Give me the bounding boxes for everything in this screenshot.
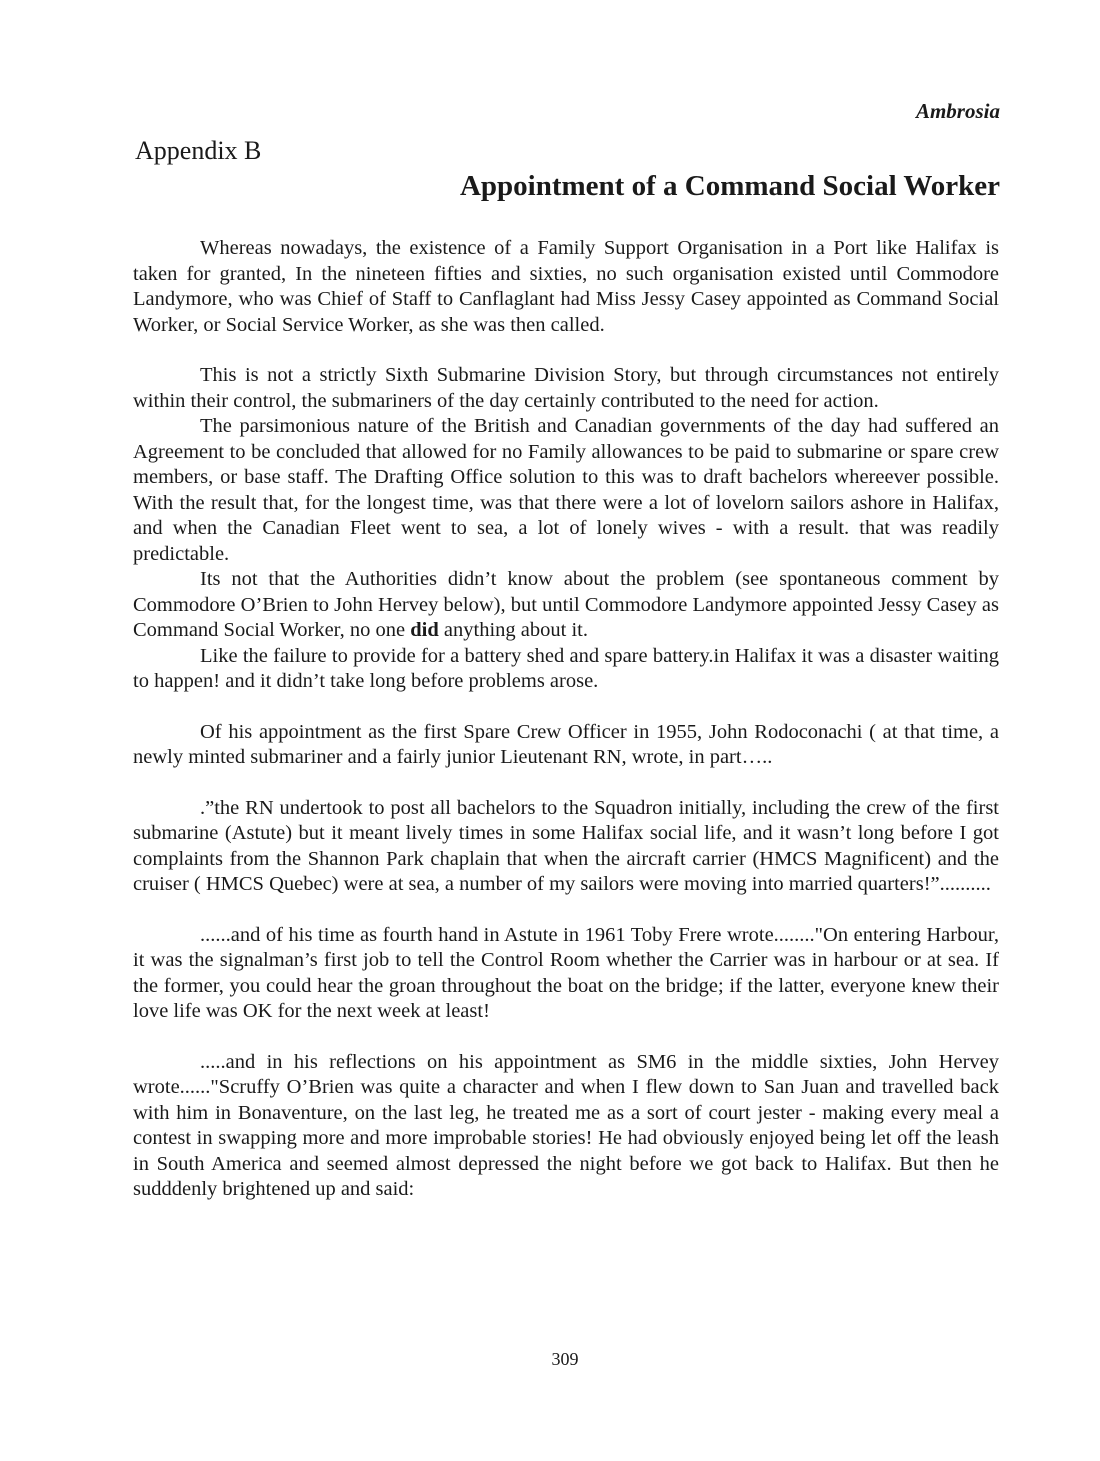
paragraph <box>133 720 999 771</box>
paragraph-text: anything about it. <box>438 619 588 641</box>
body-text <box>133 236 999 1203</box>
quoted-paragraph <box>133 796 999 898</box>
paragraph-text: Like the failure to provide for a battery shed and spare battery.in Halifax it was a disaster waiting to happen! and it didn’t take long before problems arose. <box>133 644 999 692</box>
paragraph-text: This is not a strictly Sixth Submarine Division Story, but through circumstances not entirely within their control, the submariners of the day certainly contributed to the need for action. <box>133 364 999 412</box>
page-number: 309 <box>551 1349 579 1369</box>
paragraph-text: Its not that the Authorities didn’t know about the problem (see spontaneous comment by Commodore O’Brien to John Hervey below), but until Commodore Landymore appointed Jessy Casey as Command Social Worker, no one <box>133 568 999 641</box>
paragraph <box>133 236 999 338</box>
running-head: Ambrosia <box>915 99 1000 123</box>
quoted-paragraph <box>133 923 999 1025</box>
emphasis-word: did <box>410 619 439 641</box>
chapter-title: Appointment of a Command Social Worker <box>459 170 1000 202</box>
paragraph-text: Of his appointment as the first Spare Crew Officer in 1955, John Rodoconachi ( at that time, a newly minted submariner and a fairly junior Lieutenant RN, wrote, in part….. <box>133 720 999 768</box>
paragraph-text: .....and in his reflections on his appointment as SM6 in the middle sixties, John Hervey wrote......"Scruffy O’Brien was quite a character and when I flew down to San Juan and travelled back with him in Bonaventure, on the last leg, he treated me as a sort of court jester - making every meal a contest in swapping more and more improbable stories! He had obviously enjoyed being let off the leash in South America and seemed almost depressed the night before we got back to Halifax. But then he sudddenly brightened up and said: <box>133 1050 999 1200</box>
paragraph-text: Whereas nowadays, the existence of a Family Support Organisation in a Port like Halifax is taken for granted, In the nineteen fifties and sixties, no such organisation existed until Commodore Landymore, who was Chief of Staff to Canflaglant had Miss Jessy Casey appointed as Command Social Worker, or Social Service Worker, as she was then called. <box>133 237 999 336</box>
paragraph <box>133 414 999 567</box>
quoted-paragraph <box>133 1050 999 1203</box>
paragraph <box>133 363 999 414</box>
paragraph-text: ......and of his time as fourth hand in Astute in 1961 Toby Frere wrote........"On entering Harbour, it was the signalman’s first job to tell the Control Room whether the Carrier was in harbour or at sea. If the former, you could hear the groan throughout the boat on the bridge; if the latter, everyone knew their love life was OK for the next week at least! <box>133 923 999 1022</box>
paragraph-text: The parsimonious nature of the British and Canadian governments of the day had suffered an Agreement to be concluded that allowed for no Family allowances to be paid to submarine or spare crew members, or base staff. The Drafting Office solution to this was to draft bachelors whereever possible. With the result that, for the longest time, was that there were a lot of lovelorn sailors ashore in Halifax, and when the Canadian Fleet went to sea, a lot of lonely wives - with a result. that was readily predictable. <box>133 415 999 565</box>
paragraph-text: .”the RN undertook to post all bachelors to the Squadron initially, including the crew of the first submarine (Astute) but it meant lively times in some Halifax social life, and it wasn’t long before I got complaints from the Shannon Park chaplain that when the aircraft carrier (HMCS Magnificent) and the cruiser ( HMCS Quebec) were at sea, a number of my sailors were moving into married quarters!”.......... <box>133 796 999 895</box>
appendix-label: Appendix B <box>135 136 262 165</box>
paragraph <box>133 567 999 644</box>
paragraph <box>133 644 999 695</box>
